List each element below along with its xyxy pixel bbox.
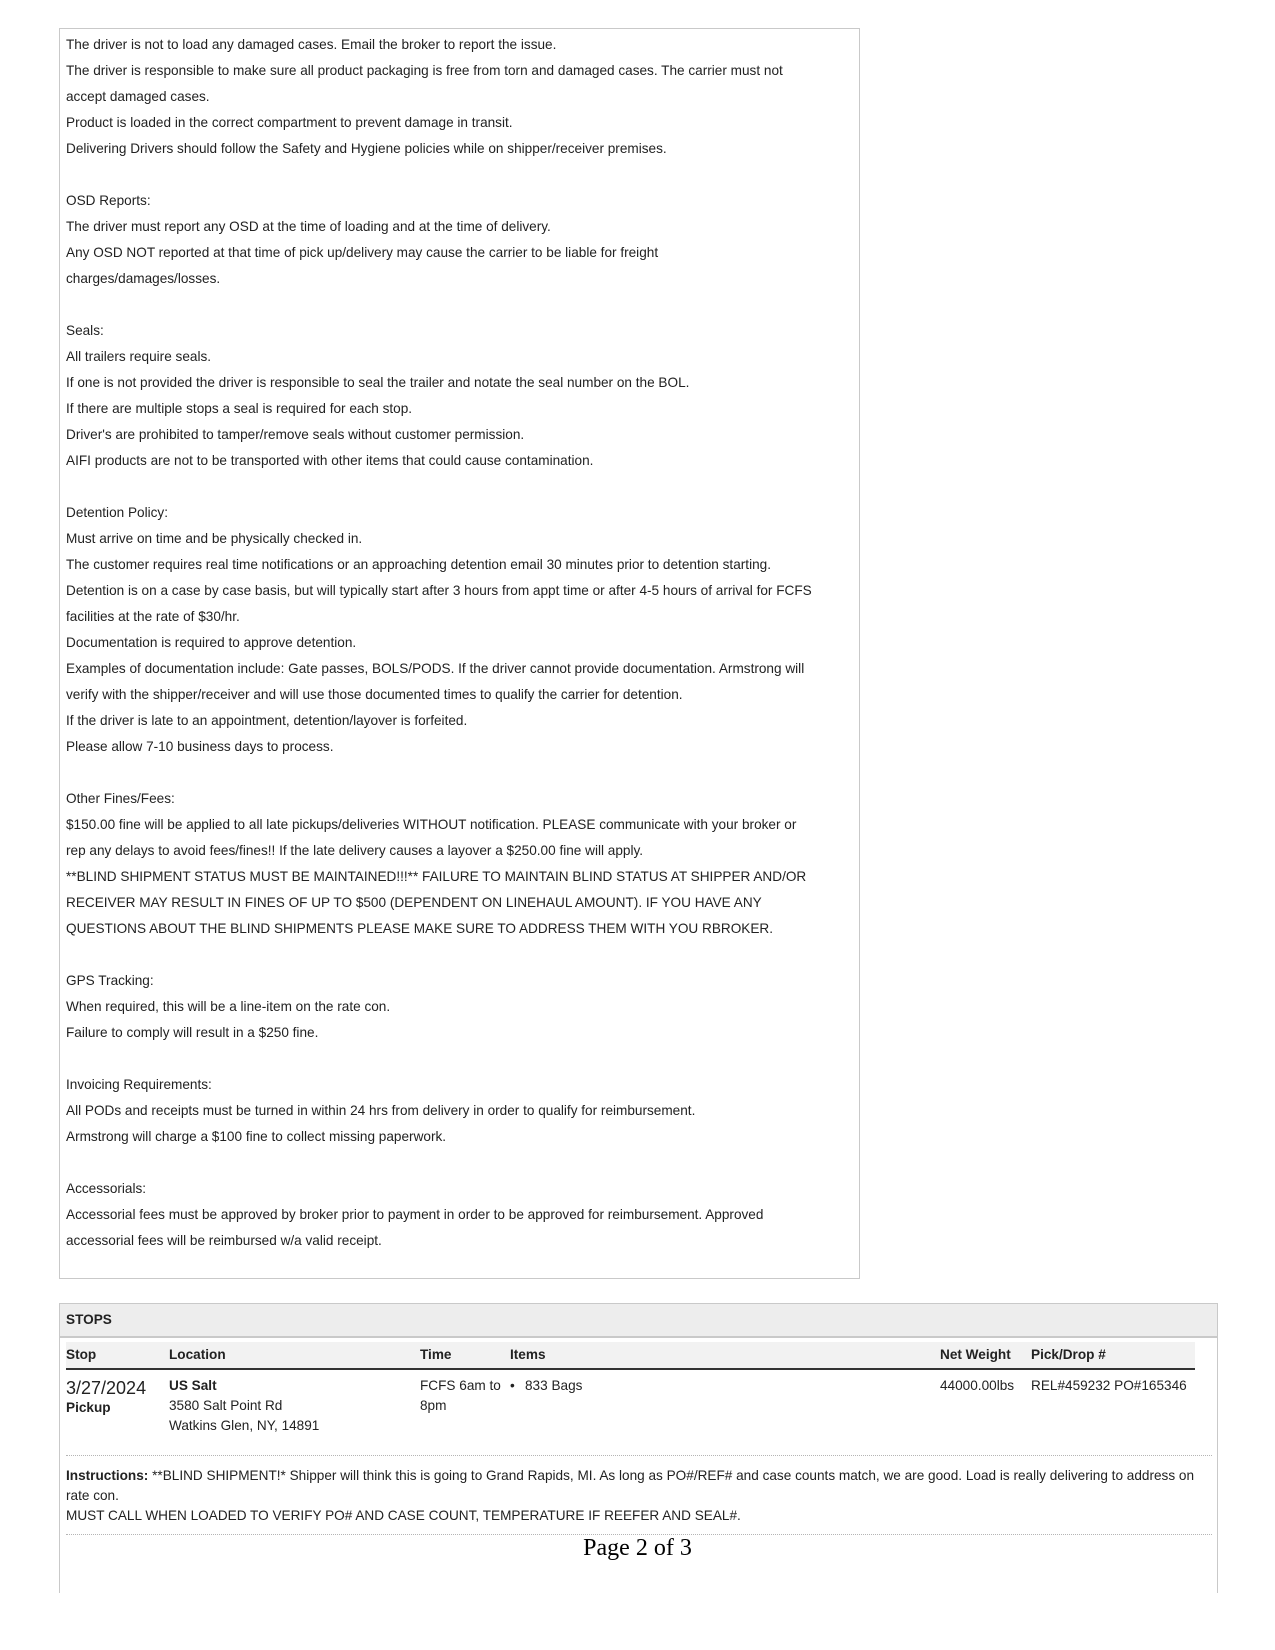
terms-line: The driver is not to load any damaged cases. Email the broker to report the issue. [66, 37, 557, 52]
terms-line: QUESTIONS ABOUT THE BLIND SHIPMENTS PLEASE MAKE SURE TO ADDRESS THEM WITH YOU RBROKER. [66, 921, 774, 936]
terms-line: Seals: [66, 323, 104, 338]
terms-line: accessorial fees will be reimbursed w/a valid receipt. [66, 1233, 382, 1248]
terms-line: Documentation is required to approve detention. [66, 635, 357, 650]
blank-line [66, 474, 853, 500]
blank-line [66, 760, 853, 786]
blank-line [66, 942, 853, 968]
terms-line: Product is loaded in the correct compartment to prevent damage in transit. [66, 115, 513, 130]
column-header-stop: Stop [66, 1347, 97, 1362]
terms-line: When required, this will be a line-item on the rate con. [66, 999, 391, 1014]
terms-line: All trailers require seals. [66, 349, 212, 364]
terms-line: RECEIVER MAY RESULT IN FINES OF UP TO $500 (DEPENDENT ON LINEHAUL AMOUNT). IF YOU HAVE ANY [66, 895, 762, 910]
terms-line: If the driver is late to an appointment, detention/layover is forfeited. [66, 713, 468, 728]
terms-line: Please allow 7-10 business days to process. [66, 739, 334, 754]
terms-line: Must arrive on time and be physically checked in. [66, 531, 363, 546]
stops-title: STOPS [60, 1304, 1217, 1338]
location-name: US Salt [169, 1378, 217, 1393]
stop-date: 3/27/2024 [66, 1378, 147, 1398]
stops-column-headers [66, 1342, 1195, 1370]
stop-type: Pickup [66, 1400, 111, 1415]
blank-line [66, 162, 853, 188]
blank-line [66, 1150, 853, 1176]
column-header-time: Time [420, 1347, 452, 1362]
instructions-line2: MUST CALL WHEN LOADED TO VERIFY PO# AND CASE COUNT, TEMPERATURE IF REEFER AND SEAL#. [66, 1508, 741, 1523]
terms-line: GPS Tracking: [66, 973, 154, 988]
list-item: • 833 Bags [480, 1376, 582, 1396]
instructions-label: Instructions: [66, 1468, 149, 1483]
stop-instructions [66, 1466, 1212, 1535]
terms-line: AIFI products are not to be transported with other items that could cause contamination. [66, 453, 594, 468]
terms-line: The driver must report any OSD at the time of loading and at the time of delivery. [66, 219, 551, 234]
blank-line [66, 292, 853, 318]
column-header-pick-drop: Pick/Drop # [1031, 1347, 1106, 1362]
instructions-text: **BLIND SHIPMENT!* Shipper will think this is going to Grand Rapids, MI. As long as PO#/REF# and case counts match, we are good. Load is really delivering to address on rate con. [66, 1468, 1195, 1503]
terms-line: rep any delays to avoid fees/fines!! If the late delivery causes a layover a $250.00 fine will apply. [66, 843, 644, 858]
blank-line [66, 1046, 853, 1072]
terms-line: $150.00 fine will be applied to all late pickups/deliveries WITHOUT notification. PLEASE communicate with your broker or [66, 817, 797, 832]
location-cell [169, 1376, 319, 1436]
terms-line: The driver is responsible to make sure all product packaging is free from torn and damaged cases. The carrier must not [66, 63, 783, 78]
terms-line: facilities at the rate of $30/hr. [66, 609, 240, 624]
terms-line: charges/damages/losses. [66, 271, 221, 286]
column-header-net-weight: Net Weight [940, 1347, 1011, 1362]
terms-line: Any OSD NOT reported at that time of pick up/delivery may cause the carrier to be liable for freight [66, 245, 659, 260]
terms-line: Delivering Drivers should follow the Safety and Hygiene policies while on shipper/receiver premises. [66, 141, 667, 156]
terms-line: Other Fines/Fees: [66, 791, 175, 806]
terms-line: Armstrong will charge a $100 fine to collect missing paperwork. [66, 1129, 447, 1144]
terms-line: Accessorial fees must be approved by broker prior to payment in order to be approved for reimbursement. Approved [66, 1207, 764, 1222]
net-weight-value: 44000.00lbs [940, 1378, 1015, 1393]
stop-row [66, 1376, 1212, 1456]
items-cell [480, 1376, 582, 1396]
terms-line: OSD Reports: [66, 193, 151, 208]
terms-line: accept damaged cases. [66, 89, 210, 104]
terms-line: All PODs and receipts must be turned in within 24 hrs from delivery in order to qualify for reimbursement. [66, 1103, 696, 1118]
terms-line: Driver's are prohibited to tamper/remove seals without customer permission. [66, 427, 525, 442]
location-address-line1: 3580 Salt Point Rd [169, 1398, 283, 1413]
stop-time: FCFS 6am to 8pm [420, 1378, 501, 1413]
terms-line: Invoicing Requirements: [66, 1077, 212, 1092]
stop-cell [66, 1376, 146, 1416]
terms-line: Accessorials: [66, 1181, 147, 1196]
terms-line: verify with the shipper/receiver and will use those documented times to qualify the carrier for detention. [66, 687, 683, 702]
terms-line: Examples of documentation include: Gate passes, BOLS/PODS. If the driver cannot provide documentation. Armstrong will [66, 661, 805, 676]
location-address-line2: Watkins Glen, NY, 14891 [169, 1418, 320, 1433]
column-header-location: Location [169, 1347, 226, 1362]
terms-line: Failure to comply will result in a $250 fine. [66, 1025, 319, 1040]
pick-drop-value: REL#459232 PO#165346 [1031, 1378, 1187, 1393]
terms-line: The customer requires real time notifications or an approaching detention email 30 minutes prior to detention starting. [66, 557, 771, 572]
terms-line: Detention Policy: [66, 505, 169, 520]
terms-section [59, 28, 860, 1279]
terms-line: Detention is on a case by case basis, but will typically start after 3 hours from appt time or after 4-5 hours of arrival for FCFS [66, 583, 812, 598]
column-header-items: Items [510, 1347, 546, 1362]
terms-line: If one is not provided the driver is responsible to seal the trailer and notate the seal number on the BOL. [66, 375, 690, 390]
items-list [480, 1376, 582, 1396]
terms-line: If there are multiple stops a seal is required for each stop. [66, 401, 413, 416]
page-number: Page 2 of 3 [583, 1535, 692, 1561]
terms-line: **BLIND SHIPMENT STATUS MUST BE MAINTAINED!!!** FAILURE TO MAINTAIN BLIND STATUS AT SHIPPER AND/OR [66, 869, 807, 884]
